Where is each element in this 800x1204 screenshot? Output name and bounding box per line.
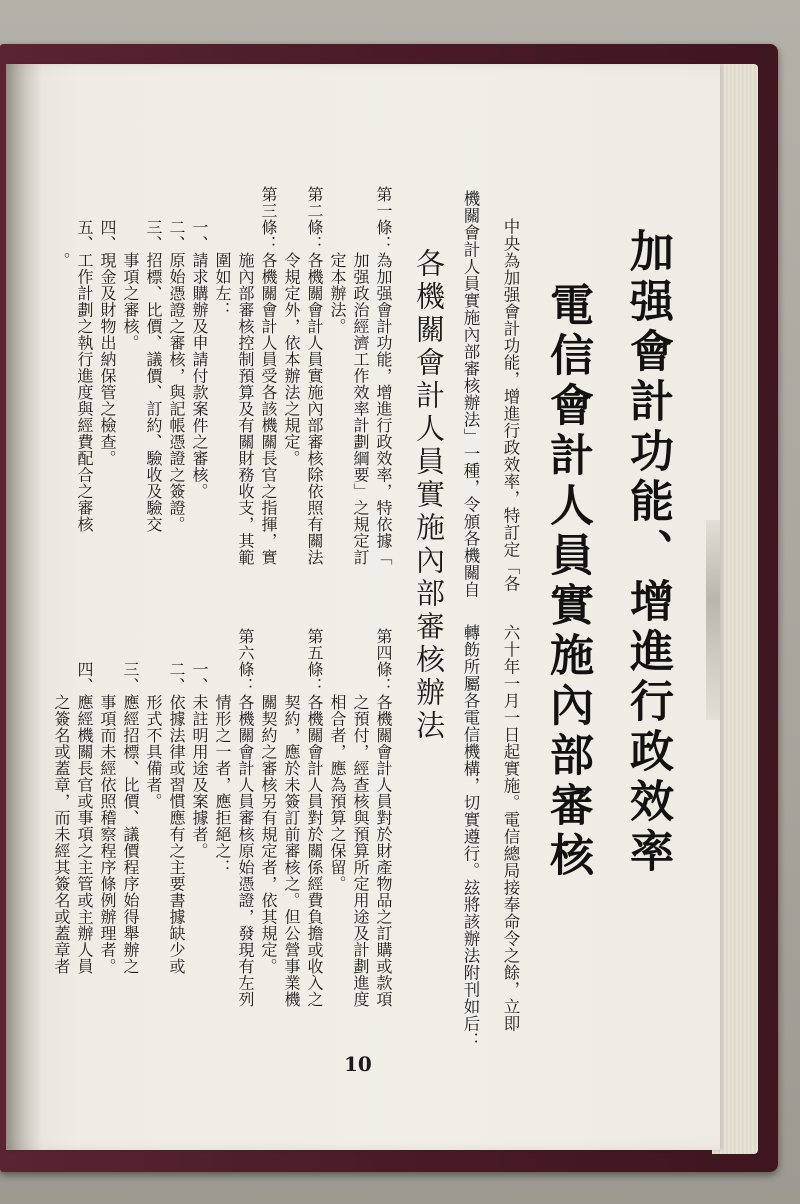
article-line: 形式不具備者。 xyxy=(144,628,163,810)
article-line: 一、未註明用途及案據者。 xyxy=(190,628,209,859)
title-line-1: 加强會計功能、增進行政效率 xyxy=(622,228,673,878)
article-line: 第六條：各機關會計人員審核原始憑證，發現有左列 xyxy=(236,628,255,1008)
article-line: 之簽名或蓋章，而未經其簽名或蓋章者 xyxy=(52,628,71,975)
article-line: 定本辦法。 xyxy=(328,186,347,335)
article-line: 四、現金及財物出納保管之檢查。 xyxy=(98,186,117,467)
article-line: 第四條：各機關會計人員對於財產物品之訂購或款項 xyxy=(374,628,393,1008)
article-line: 一、請求購辦及申請付款案件之審核。 xyxy=(190,186,209,500)
article-line: 情形之一者，應拒絕之： xyxy=(213,628,232,876)
article-line: 關契約之審核另有規定者，依其規定。 xyxy=(259,628,278,975)
next-page-photo-edge xyxy=(706,520,720,720)
intro-line-1: 中央為加强會計功能，增進行政效率，特訂定「各 xyxy=(501,218,520,592)
article-line: 第一條：為加强會計功能，增進行政效率，特依據「 xyxy=(374,186,393,566)
article-line: 第三條：各機關會計人員受各該機關長官之指揮，實 xyxy=(259,186,278,566)
article-line: 第五條：各機關會計人員對於關係經費負擔或收入之 xyxy=(305,628,324,1008)
page-number: 10 xyxy=(344,1052,372,1076)
title-line-2: 電信會計人員實施內部審核 xyxy=(542,282,593,882)
article-line: 五、工作計劃之執行進度與經費配合之審核 xyxy=(75,186,94,533)
intro-line-2: 機關會計人員實施內部審核辦法」一種，令頒各機關自 xyxy=(461,190,480,598)
article-line: 事項而未經依照稽察程序條例辦理者。 xyxy=(98,628,117,975)
article-line: 第二條：各機關會計人員實施內部審核除依照有關法 xyxy=(305,186,324,566)
article-line: 二、原始憑證之審核，與記帳憑證之簽證。 xyxy=(167,186,186,533)
article-line: 圍如左： xyxy=(213,186,232,318)
article-line: 三、招標、比價、議價、訂約、驗收及驗交 xyxy=(144,186,163,533)
article-line: 四、應經機關長官或事項之主管或主辦人員 xyxy=(75,628,94,975)
article-line: 三、應經招標、比價、議價程序始得舉辦之 xyxy=(121,628,140,975)
article-line: 相合者，應為預算之保留。 xyxy=(328,628,347,892)
intro-line-4: 轉飭所屬各電信機構，切實遵行。玆將該辦法附刊如后： xyxy=(461,624,480,1049)
gutter-shadow xyxy=(6,64,42,1150)
article-line: 。 xyxy=(52,186,71,269)
document-subtitle: 各機關會計人員實施內部審核辦法 xyxy=(412,248,446,743)
article-line: 之預付，經查核與預算所定用途及計劃進度 xyxy=(351,628,370,1008)
intro-line-3: 六十年一月一日起實施。電信總局接奉命令之餘，立即 xyxy=(501,624,520,1032)
article-line: 施內部審核控制預算及有關財務收支，其範 xyxy=(236,186,255,566)
article-line: 加强政治經濟工作效率計劃綱要」之規定訂 xyxy=(351,186,370,566)
article-line: 事項之審核。 xyxy=(121,186,140,351)
article-line: 二、依據法律或習慣應有之主要書據缺少或 xyxy=(167,628,186,975)
article-line: 令規定外，依本辦法之規定。 xyxy=(282,186,301,467)
article-line: 契約，應於未簽訂前審核之。但公營事業機 xyxy=(282,628,301,1008)
